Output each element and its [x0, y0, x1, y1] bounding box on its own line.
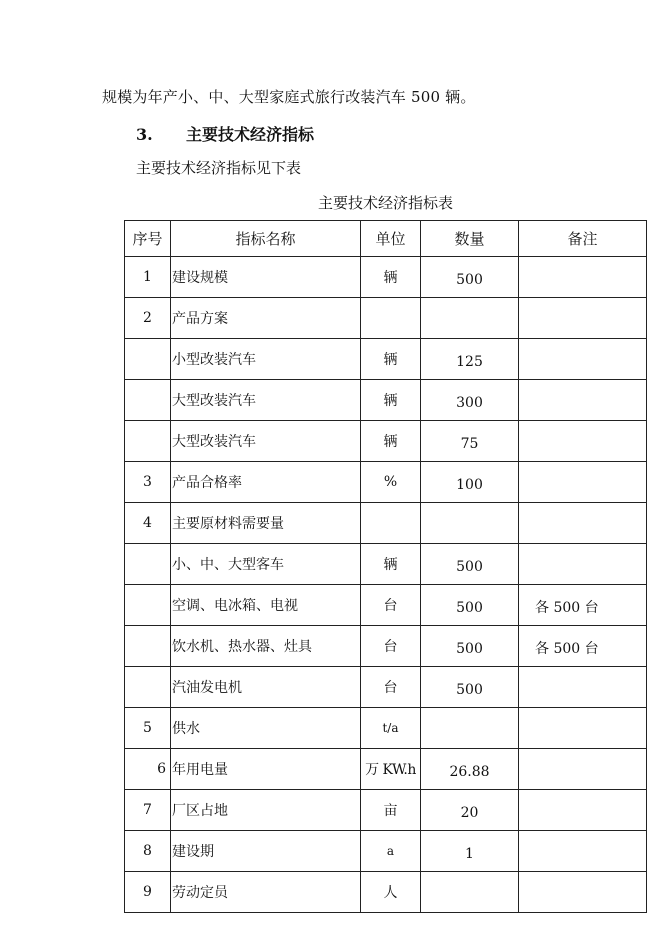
row-no: 1 [125, 257, 171, 298]
header-name: 指标名称 [171, 221, 361, 257]
row-unit: 万 KW.h [361, 749, 421, 790]
row-qty [421, 708, 519, 749]
header-note: 备注 [519, 221, 647, 257]
row-unit: % [361, 462, 421, 503]
row-unit [361, 298, 421, 339]
row-qty: 500 [421, 667, 519, 708]
row-note: 各 500 台 [519, 585, 647, 626]
row-name: 大型改装汽车 [171, 421, 361, 462]
row-name: 供水 [171, 708, 361, 749]
row-no [125, 380, 171, 421]
row-no: 2 [125, 298, 171, 339]
row-qty: 500 [421, 544, 519, 585]
row-name: 大型改装汽车 [171, 380, 361, 421]
row-note [519, 298, 647, 339]
row-note [519, 503, 647, 544]
intro-line: 规模为年产小、中、大型家庭式旅行改装汽车 500 辆。 [102, 88, 476, 106]
row-no: 9 [125, 872, 171, 913]
row-no: 5 [125, 708, 171, 749]
table-header-row [125, 221, 647, 257]
row-name: 建设规模 [171, 257, 361, 298]
row-note [519, 421, 647, 462]
row-unit: 辆 [361, 339, 421, 380]
row-name: 主要原材料需要量 [171, 503, 361, 544]
row-note [519, 708, 647, 749]
row-unit: 辆 [361, 380, 421, 421]
row-unit: 辆 [361, 544, 421, 585]
row-note: 各 500 台 [519, 626, 647, 667]
row-unit: 辆 [361, 257, 421, 298]
row-unit: 辆 [361, 421, 421, 462]
table-row [125, 708, 647, 749]
row-unit: 台 [361, 667, 421, 708]
table-row [125, 298, 647, 339]
header-no: 序号 [125, 221, 171, 257]
row-qty: 26.88 [421, 749, 519, 790]
section-heading [136, 122, 314, 145]
row-note [519, 339, 647, 380]
table-row [125, 872, 647, 913]
row-qty: 75 [421, 421, 519, 462]
section-title: 主要技术经济指标 [186, 125, 315, 144]
table-row [125, 257, 647, 298]
table-caption: 主要技术经济指标表 [318, 194, 454, 212]
row-name: 汽油发电机 [171, 667, 361, 708]
table-row [125, 339, 647, 380]
header-unit: 单位 [361, 221, 421, 257]
row-name: 小、中、大型客车 [171, 544, 361, 585]
row-name: 产品方案 [171, 298, 361, 339]
row-name: 饮水机、热水器、灶具 [171, 626, 361, 667]
row-unit: 台 [361, 626, 421, 667]
row-unit: t/a [361, 708, 421, 749]
row-note [519, 872, 647, 913]
row-no [125, 421, 171, 462]
row-note [519, 790, 647, 831]
table-row [125, 421, 647, 462]
row-qty [421, 872, 519, 913]
section-number: 3. [136, 125, 153, 144]
indicators-table [124, 220, 647, 913]
row-no: 4 [125, 503, 171, 544]
row-note [519, 667, 647, 708]
row-qty [421, 503, 519, 544]
row-qty: 300 [421, 380, 519, 421]
row-note [519, 831, 647, 872]
table-row [125, 380, 647, 421]
row-no [125, 544, 171, 585]
row-name: 产品合格率 [171, 462, 361, 503]
row-no [125, 667, 171, 708]
row-unit: 人 [361, 872, 421, 913]
table-row [125, 790, 647, 831]
row-unit: 亩 [361, 790, 421, 831]
table-row [125, 749, 647, 790]
row-unit: a [361, 831, 421, 872]
row-qty: 500 [421, 626, 519, 667]
row-no [125, 626, 171, 667]
row-note [519, 544, 647, 585]
table-row [125, 544, 647, 585]
row-note [519, 462, 647, 503]
row-no: 7 [125, 790, 171, 831]
row-name: 建设期 [171, 831, 361, 872]
row-name: 劳动定员 [171, 872, 361, 913]
row-no: 3 [125, 462, 171, 503]
row-qty: 500 [421, 585, 519, 626]
row-note [519, 749, 647, 790]
row-name: 小型改装汽车 [171, 339, 361, 380]
table-row [125, 503, 647, 544]
row-unit [361, 503, 421, 544]
row-name: 空调、电冰箱、电视 [171, 585, 361, 626]
table-row [125, 585, 647, 626]
row-no: 8 [125, 831, 171, 872]
table-row [125, 831, 647, 872]
row-no [125, 585, 171, 626]
row-qty: 20 [421, 790, 519, 831]
row-qty: 125 [421, 339, 519, 380]
row-no [125, 339, 171, 380]
row-note [519, 380, 647, 421]
row-name: 年用电量 [171, 749, 361, 790]
row-no: 6 [125, 749, 171, 790]
row-unit: 台 [361, 585, 421, 626]
row-note [519, 257, 647, 298]
row-qty [421, 298, 519, 339]
intro-text: 主要技术经济指标见下表 [136, 159, 302, 177]
table-row [125, 667, 647, 708]
row-qty: 100 [421, 462, 519, 503]
row-qty: 1 [421, 831, 519, 872]
row-qty: 500 [421, 257, 519, 298]
table-row [125, 462, 647, 503]
row-name: 厂区占地 [171, 790, 361, 831]
header-qty: 数量 [421, 221, 519, 257]
table-row [125, 626, 647, 667]
